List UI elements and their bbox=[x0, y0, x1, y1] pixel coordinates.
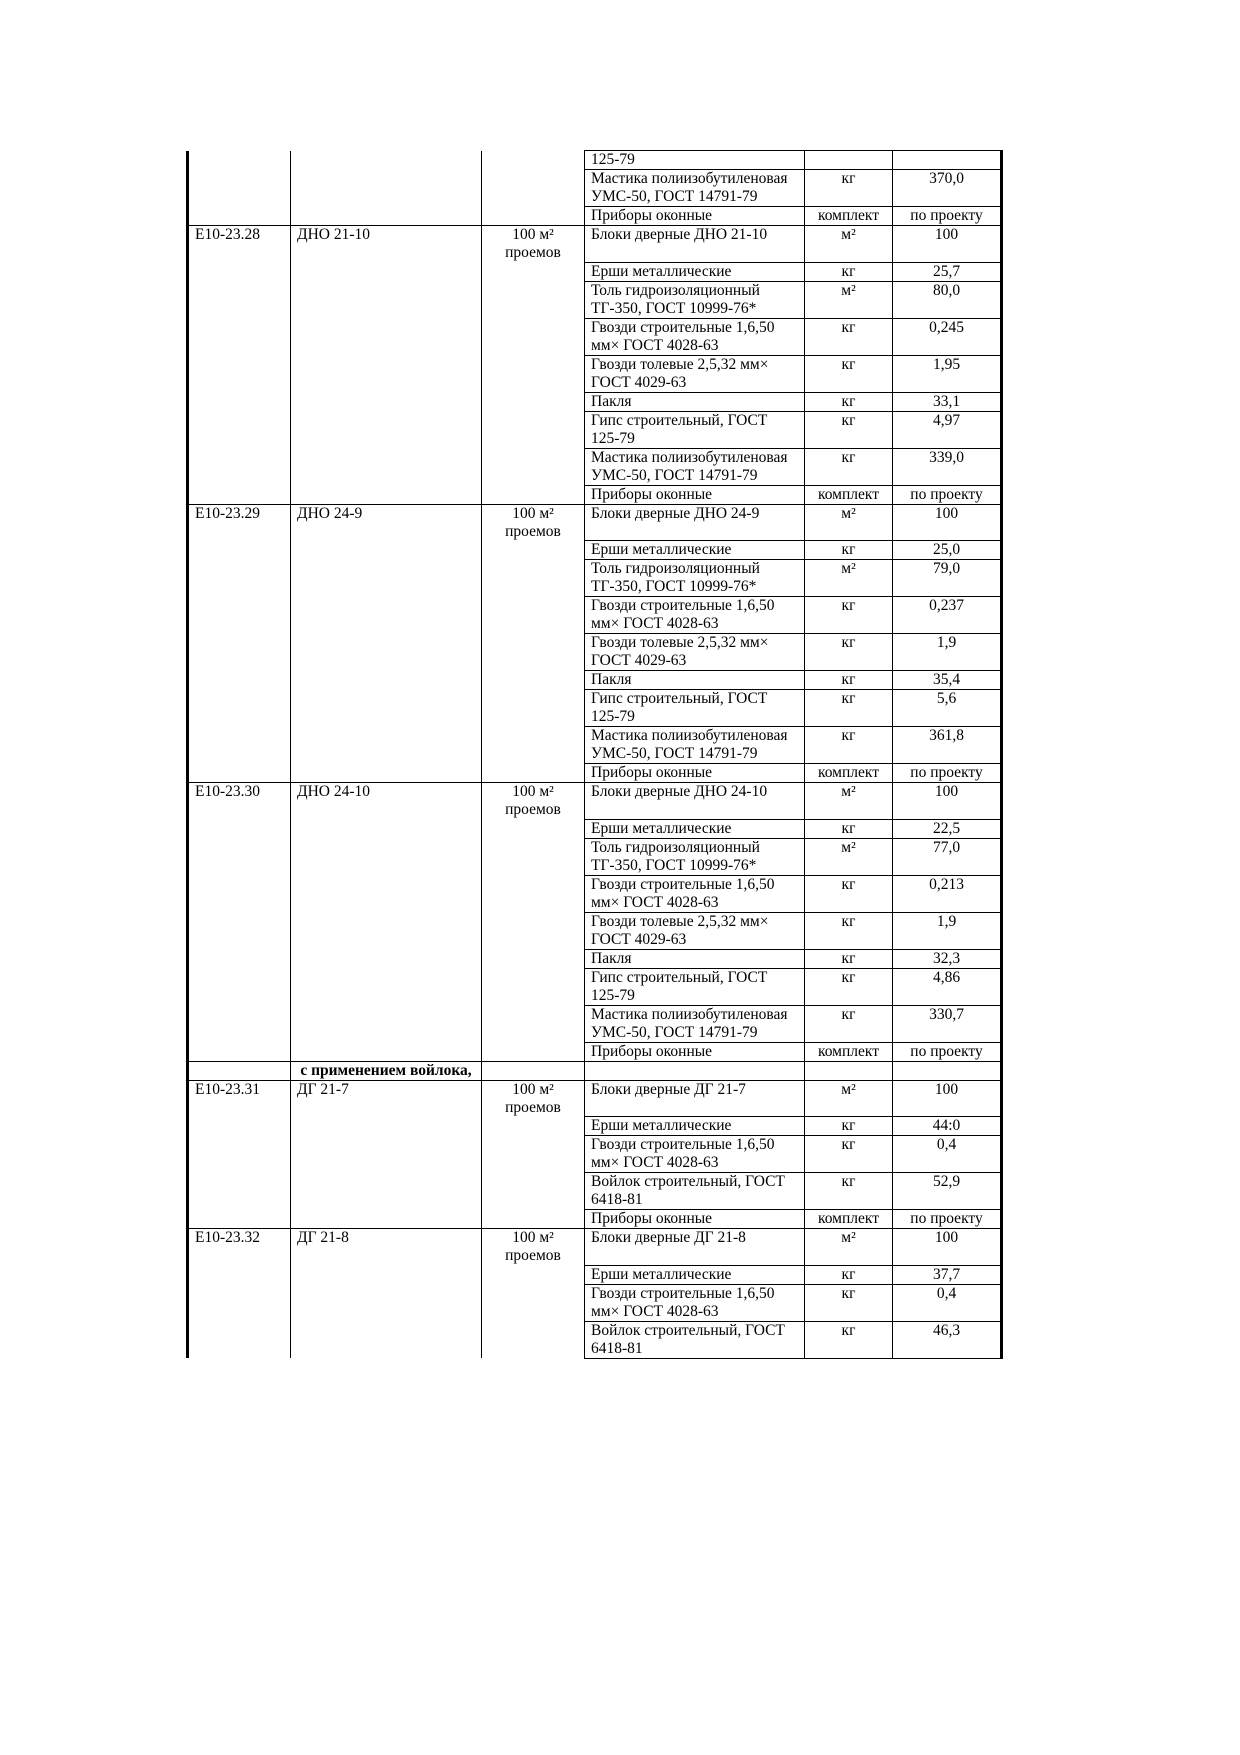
table-row bbox=[188, 541, 1002, 560]
resource-name-cell: Мастика полиизобутиленовая УМС-50, ГОСТ 14791-79 bbox=[585, 727, 805, 764]
table-row bbox=[188, 968, 1002, 1005]
resource-qty-cell: по проекту bbox=[893, 1210, 1002, 1229]
unit-meter-cell bbox=[482, 690, 585, 727]
resource-qty-cell: 77,0 bbox=[893, 838, 1002, 875]
resource-unit-cell: кг bbox=[805, 819, 893, 838]
door-type-cell: ДНО 21-10 bbox=[291, 226, 482, 263]
resource-qty-cell: по проекту bbox=[893, 207, 1002, 226]
door-type-cell bbox=[291, 151, 482, 170]
door-type-cell bbox=[291, 392, 482, 411]
door-type-cell bbox=[291, 448, 482, 485]
resource-name-cell: Гвозди толевые 2,5,32 мм× ГОСТ 4029-63 bbox=[585, 912, 805, 949]
norm-code-cell bbox=[188, 355, 291, 392]
resource-qty-cell: 25,7 bbox=[893, 262, 1002, 281]
resource-qty-cell: 339,0 bbox=[893, 448, 1002, 485]
norm-code-cell bbox=[188, 170, 291, 207]
resource-unit-cell: кг bbox=[805, 1284, 893, 1321]
door-type-cell bbox=[291, 1321, 482, 1358]
resource-qty-cell: 80,0 bbox=[893, 281, 1002, 318]
resource-unit-cell: комплект bbox=[805, 207, 893, 226]
table-row bbox=[188, 392, 1002, 411]
table-row bbox=[188, 875, 1002, 912]
resource-name-cell: Гвозди строительные 1,6,50 мм× ГОСТ 4028-63 bbox=[585, 318, 805, 355]
unit-meter-cell bbox=[482, 485, 585, 504]
table-row bbox=[188, 1321, 1002, 1358]
resource-unit-cell: кг bbox=[805, 448, 893, 485]
table-row bbox=[188, 597, 1002, 634]
unit-meter-cell bbox=[482, 281, 585, 318]
resource-qty-cell: 52,9 bbox=[893, 1173, 1002, 1210]
norm-code-cell bbox=[188, 1210, 291, 1229]
resource-qty-cell: 44:0 bbox=[893, 1117, 1002, 1136]
door-type-cell bbox=[291, 1284, 482, 1321]
unit-meter-cell bbox=[482, 411, 585, 448]
norm-code-cell bbox=[188, 764, 291, 783]
unit-meter-cell bbox=[482, 875, 585, 912]
resource-qty-cell: 1,95 bbox=[893, 355, 1002, 392]
resource-name-cell: Войлок строительный, ГОСТ 6418-81 bbox=[585, 1173, 805, 1210]
table-row bbox=[188, 1265, 1002, 1284]
door-type-cell bbox=[291, 1173, 482, 1210]
door-type-cell bbox=[291, 634, 482, 671]
table-row bbox=[188, 690, 1002, 727]
resource-unit-cell: кг bbox=[805, 968, 893, 1005]
unit-meter-cell: 100 м² проемов bbox=[482, 1229, 585, 1266]
table-row bbox=[188, 262, 1002, 281]
resource-name-cell: Мастика полиизобутиленовая УМС-50, ГОСТ 14791-79 bbox=[585, 1005, 805, 1042]
door-type-cell bbox=[291, 560, 482, 597]
unit-meter-cell: 100 м² проемов bbox=[482, 1080, 585, 1117]
door-type-cell bbox=[291, 318, 482, 355]
door-type-cell bbox=[291, 1265, 482, 1284]
door-type-cell bbox=[291, 690, 482, 727]
table-row bbox=[188, 1210, 1002, 1229]
resource-qty-cell: 330,7 bbox=[893, 1005, 1002, 1042]
resource-unit-cell: комплект bbox=[805, 1210, 893, 1229]
unit-meter-cell bbox=[482, 838, 585, 875]
table-row bbox=[188, 560, 1002, 597]
resource-name-cell: Блоки дверные ДГ 21-8 bbox=[585, 1229, 805, 1266]
resource-unit-cell: кг bbox=[805, 1136, 893, 1173]
door-type-cell bbox=[291, 170, 482, 207]
resource-name-cell: Толь гидроизоляционный ТГ-350, ГОСТ 10999-76* bbox=[585, 838, 805, 875]
table-row bbox=[188, 1042, 1002, 1061]
door-type-cell bbox=[291, 1042, 482, 1061]
resource-qty-cell: 4,86 bbox=[893, 968, 1002, 1005]
door-type-cell: ДГ 21-7 bbox=[291, 1080, 482, 1117]
unit-meter-cell bbox=[482, 671, 585, 690]
unit-meter-cell bbox=[482, 764, 585, 783]
unit-meter-cell bbox=[482, 1117, 585, 1136]
table-row bbox=[188, 764, 1002, 783]
door-type-cell bbox=[291, 355, 482, 392]
unit-meter-cell bbox=[482, 207, 585, 226]
resource-name-cell: Мастика полиизобутиленовая УМС-50, ГОСТ 14791-79 bbox=[585, 170, 805, 207]
resource-unit-cell: кг bbox=[805, 1005, 893, 1042]
unit-meter-cell bbox=[482, 541, 585, 560]
norm-code-cell bbox=[188, 262, 291, 281]
unit-meter-cell: 100 м² проемов bbox=[482, 783, 585, 820]
door-type-cell bbox=[291, 912, 482, 949]
norm-code-cell bbox=[188, 690, 291, 727]
door-type-cell bbox=[291, 597, 482, 634]
norm-code-cell bbox=[188, 1284, 291, 1321]
norm-code-cell: Е10-23.28 bbox=[188, 226, 291, 263]
resource-unit-cell: кг bbox=[805, 411, 893, 448]
resource-qty-cell: 5,6 bbox=[893, 690, 1002, 727]
door-type-cell bbox=[291, 671, 482, 690]
unit-meter-cell: 100 м² проемов bbox=[482, 226, 585, 263]
table-row bbox=[188, 838, 1002, 875]
resource-qty-cell: 37,7 bbox=[893, 1265, 1002, 1284]
resource-qty-cell: 0,237 bbox=[893, 597, 1002, 634]
resource-qty-cell: по проекту bbox=[893, 485, 1002, 504]
resource-qty-cell bbox=[893, 1061, 1002, 1080]
resource-unit-cell: м² bbox=[805, 504, 893, 541]
resource-name-cell: Приборы оконные bbox=[585, 207, 805, 226]
resource-unit-cell: м² bbox=[805, 281, 893, 318]
unit-meter-cell bbox=[482, 318, 585, 355]
resource-unit-cell bbox=[805, 151, 893, 170]
door-type-cell bbox=[291, 968, 482, 1005]
norm-code-cell bbox=[188, 1321, 291, 1358]
resource-unit-cell: м² bbox=[805, 226, 893, 263]
table-row bbox=[188, 634, 1002, 671]
norm-code-cell bbox=[188, 448, 291, 485]
norm-code-cell bbox=[188, 949, 291, 968]
resource-unit-cell: кг bbox=[805, 355, 893, 392]
norm-code-cell bbox=[188, 1265, 291, 1284]
norm-code-cell bbox=[188, 392, 291, 411]
table-row bbox=[188, 448, 1002, 485]
table-row bbox=[188, 819, 1002, 838]
resource-unit-cell: комплект bbox=[805, 1042, 893, 1061]
norm-code-cell bbox=[188, 875, 291, 912]
resource-name-cell: Гвозди толевые 2,5,32 мм× ГОСТ 4029-63 bbox=[585, 355, 805, 392]
table-row bbox=[188, 1080, 1002, 1117]
unit-meter-cell bbox=[482, 949, 585, 968]
unit-meter-cell bbox=[482, 355, 585, 392]
norm-code-cell bbox=[188, 318, 291, 355]
resource-name-cell: 125-79 bbox=[585, 151, 805, 170]
resource-unit-cell: м² bbox=[805, 1229, 893, 1266]
door-type-cell bbox=[291, 281, 482, 318]
resource-unit-cell: кг bbox=[805, 262, 893, 281]
table-row bbox=[188, 949, 1002, 968]
table-row bbox=[188, 783, 1002, 820]
norm-code-cell bbox=[188, 1005, 291, 1042]
resource-qty-cell: 35,4 bbox=[893, 671, 1002, 690]
resource-qty-cell: 1,9 bbox=[893, 912, 1002, 949]
door-type-cell bbox=[291, 411, 482, 448]
resource-qty-cell bbox=[893, 151, 1002, 170]
norm-code-cell: Е10-23.32 bbox=[188, 1229, 291, 1266]
door-type-cell bbox=[291, 207, 482, 226]
norm-code-cell bbox=[188, 912, 291, 949]
door-type-cell: ДНО 24-10 bbox=[291, 783, 482, 820]
norm-code-cell bbox=[188, 281, 291, 318]
resource-name-cell: Гвозди строительные 1,6,50 мм× ГОСТ 4028-63 bbox=[585, 1284, 805, 1321]
unit-meter-cell bbox=[482, 262, 585, 281]
norm-code-cell bbox=[188, 634, 291, 671]
unit-meter-cell bbox=[482, 1265, 585, 1284]
resource-name-cell: Приборы оконные bbox=[585, 1042, 805, 1061]
resource-qty-cell: 100 bbox=[893, 783, 1002, 820]
norm-code-cell bbox=[188, 597, 291, 634]
resource-name-cell: Гвозди строительные 1,6,50 мм× ГОСТ 4028-63 bbox=[585, 597, 805, 634]
unit-meter-cell bbox=[482, 448, 585, 485]
resource-unit-cell: кг bbox=[805, 1117, 893, 1136]
resource-qty-cell: 4,97 bbox=[893, 411, 1002, 448]
unit-meter-cell bbox=[482, 1173, 585, 1210]
unit-meter-cell bbox=[482, 1061, 585, 1080]
resource-name-cell: Мастика полиизобутиленовая УМС-50, ГОСТ 14791-79 bbox=[585, 448, 805, 485]
door-type-cell bbox=[291, 949, 482, 968]
norm-code-cell bbox=[188, 1117, 291, 1136]
unit-meter-cell bbox=[482, 968, 585, 1005]
table-row bbox=[188, 485, 1002, 504]
resource-unit-cell: кг bbox=[805, 1173, 893, 1210]
resource-name-cell: Гипс строительный, ГОСТ 125-79 bbox=[585, 968, 805, 1005]
table-row bbox=[188, 1284, 1002, 1321]
resource-name-cell: Ерши металлические bbox=[585, 262, 805, 281]
resource-qty-cell: 46,3 bbox=[893, 1321, 1002, 1358]
resource-qty-cell: 0,213 bbox=[893, 875, 1002, 912]
table-row bbox=[188, 151, 1002, 170]
resource-unit-cell bbox=[805, 1061, 893, 1080]
unit-meter-cell bbox=[482, 1321, 585, 1358]
resource-unit-cell: м² bbox=[805, 838, 893, 875]
unit-meter-cell bbox=[482, 151, 585, 170]
resource-qty-cell: по проекту bbox=[893, 1042, 1002, 1061]
unit-meter-cell bbox=[482, 560, 585, 597]
door-type-cell: ДГ 21-8 bbox=[291, 1229, 482, 1266]
resource-unit-cell: комплект bbox=[805, 764, 893, 783]
resource-name-cell: Гипс строительный, ГОСТ 125-79 bbox=[585, 690, 805, 727]
unit-meter-cell bbox=[482, 392, 585, 411]
door-type-cell bbox=[291, 764, 482, 783]
door-type-cell bbox=[291, 541, 482, 560]
table-row bbox=[188, 411, 1002, 448]
resource-unit-cell: кг bbox=[805, 1265, 893, 1284]
resource-name-cell: Войлок строительный, ГОСТ 6418-81 bbox=[585, 1321, 805, 1358]
resource-name-cell bbox=[585, 1061, 805, 1080]
unit-meter-cell: 100 м² проемов bbox=[482, 504, 585, 541]
table-row bbox=[188, 281, 1002, 318]
door-type-cell bbox=[291, 1005, 482, 1042]
resource-unit-cell: кг bbox=[805, 671, 893, 690]
resource-name-cell: Блоки дверные ДНО 24-9 bbox=[585, 504, 805, 541]
resource-unit-cell: кг bbox=[805, 170, 893, 207]
resource-qty-cell: 22,5 bbox=[893, 819, 1002, 838]
norm-code-cell bbox=[188, 1061, 291, 1080]
table-row bbox=[188, 170, 1002, 207]
norm-code-cell bbox=[188, 541, 291, 560]
norm-code-cell bbox=[188, 411, 291, 448]
norm-code-cell: Е10-23.31 bbox=[188, 1080, 291, 1117]
table-row bbox=[188, 226, 1002, 263]
table-row bbox=[188, 504, 1002, 541]
table-row bbox=[188, 1136, 1002, 1173]
table-row bbox=[188, 318, 1002, 355]
unit-meter-cell bbox=[482, 912, 585, 949]
door-type-cell: с применением войлока, bbox=[291, 1061, 482, 1080]
unit-meter-cell bbox=[482, 1136, 585, 1173]
door-type-cell bbox=[291, 1117, 482, 1136]
resource-name-cell: Гвозди строительные 1,6,50 мм× ГОСТ 4028-63 bbox=[585, 1136, 805, 1173]
resource-name-cell: Пакля bbox=[585, 949, 805, 968]
resource-qty-cell: 100 bbox=[893, 1229, 1002, 1266]
resource-unit-cell: комплект bbox=[805, 485, 893, 504]
resource-name-cell: Пакля bbox=[585, 671, 805, 690]
resource-qty-cell: 1,9 bbox=[893, 634, 1002, 671]
table-row bbox=[188, 207, 1002, 226]
door-type-cell bbox=[291, 1210, 482, 1229]
door-type-cell: ДНО 24-9 bbox=[291, 504, 482, 541]
resource-name-cell: Приборы оконные bbox=[585, 485, 805, 504]
norm-code-cell bbox=[188, 485, 291, 504]
resource-qty-cell: 0,4 bbox=[893, 1284, 1002, 1321]
resource-name-cell: Толь гидроизоляционный ТГ-350, ГОСТ 10999-76* bbox=[585, 281, 805, 318]
resource-name-cell: Блоки дверные ДНО 21-10 bbox=[585, 226, 805, 263]
resource-qty-cell: 0,4 bbox=[893, 1136, 1002, 1173]
resource-name-cell: Блоки дверные ДГ 21-7 bbox=[585, 1080, 805, 1117]
table-row bbox=[188, 355, 1002, 392]
table-row bbox=[188, 727, 1002, 764]
door-type-cell bbox=[291, 819, 482, 838]
resource-unit-cell: м² bbox=[805, 1080, 893, 1117]
norm-code-cell: Е10-23.29 bbox=[188, 504, 291, 541]
norm-code-cell bbox=[188, 838, 291, 875]
door-type-cell bbox=[291, 838, 482, 875]
resource-unit-cell: кг bbox=[805, 912, 893, 949]
resource-qty-cell: 100 bbox=[893, 226, 1002, 263]
norm-code-cell: Е10-23.30 bbox=[188, 783, 291, 820]
resource-unit-cell: кг bbox=[805, 1321, 893, 1358]
resource-qty-cell: 79,0 bbox=[893, 560, 1002, 597]
unit-meter-cell bbox=[482, 170, 585, 207]
norm-code-cell bbox=[188, 1136, 291, 1173]
table-row bbox=[188, 1005, 1002, 1042]
resource-qty-cell: 0,245 bbox=[893, 318, 1002, 355]
unit-meter-cell bbox=[482, 727, 585, 764]
norms-document bbox=[186, 150, 1000, 1359]
unit-meter-cell bbox=[482, 819, 585, 838]
resource-unit-cell: м² bbox=[805, 783, 893, 820]
unit-meter-cell bbox=[482, 634, 585, 671]
resource-name-cell: Ерши металлические bbox=[585, 541, 805, 560]
resource-unit-cell: кг bbox=[805, 392, 893, 411]
norm-code-cell bbox=[188, 819, 291, 838]
resource-name-cell: Блоки дверные ДНО 24-10 bbox=[585, 783, 805, 820]
table-row bbox=[188, 1229, 1002, 1266]
resource-unit-cell: кг bbox=[805, 875, 893, 912]
norm-code-cell bbox=[188, 560, 291, 597]
resource-qty-cell: по проекту bbox=[893, 764, 1002, 783]
norm-code-cell bbox=[188, 207, 291, 226]
table-row bbox=[188, 1173, 1002, 1210]
unit-meter-cell bbox=[482, 597, 585, 634]
door-type-cell bbox=[291, 727, 482, 764]
table-row bbox=[188, 1117, 1002, 1136]
unit-meter-cell bbox=[482, 1210, 585, 1229]
resource-name-cell: Ерши металлические bbox=[585, 819, 805, 838]
resource-name-cell: Ерши металлические bbox=[585, 1117, 805, 1136]
resource-name-cell: Ерши металлические bbox=[585, 1265, 805, 1284]
door-type-cell bbox=[291, 262, 482, 281]
resource-unit-cell: кг bbox=[805, 949, 893, 968]
resource-qty-cell: 25,0 bbox=[893, 541, 1002, 560]
norms-table bbox=[186, 150, 1003, 1359]
resource-unit-cell: кг bbox=[805, 634, 893, 671]
norm-code-cell bbox=[188, 968, 291, 1005]
norm-code-cell bbox=[188, 727, 291, 764]
norm-code-cell bbox=[188, 671, 291, 690]
resource-name-cell: Приборы оконные bbox=[585, 764, 805, 783]
resource-unit-cell: кг bbox=[805, 318, 893, 355]
resource-qty-cell: 32,3 bbox=[893, 949, 1002, 968]
resource-name-cell: Толь гидроизоляционный ТГ-350, ГОСТ 10999-76* bbox=[585, 560, 805, 597]
door-type-cell bbox=[291, 1136, 482, 1173]
resource-unit-cell: кг bbox=[805, 541, 893, 560]
norm-code-cell bbox=[188, 151, 291, 170]
resource-unit-cell: кг bbox=[805, 690, 893, 727]
unit-meter-cell bbox=[482, 1005, 585, 1042]
resource-name-cell: Гвозди толевые 2,5,32 мм× ГОСТ 4029-63 bbox=[585, 634, 805, 671]
door-type-cell bbox=[291, 875, 482, 912]
unit-meter-cell bbox=[482, 1284, 585, 1321]
resource-name-cell: Пакля bbox=[585, 392, 805, 411]
door-type-cell bbox=[291, 485, 482, 504]
resource-name-cell: Гвозди строительные 1,6,50 мм× ГОСТ 4028-63 bbox=[585, 875, 805, 912]
norm-code-cell bbox=[188, 1173, 291, 1210]
resource-name-cell: Гипс строительный, ГОСТ 125-79 bbox=[585, 411, 805, 448]
resource-unit-cell: кг bbox=[805, 727, 893, 764]
resource-qty-cell: 370,0 bbox=[893, 170, 1002, 207]
resource-name-cell: Приборы оконные bbox=[585, 1210, 805, 1229]
resource-unit-cell: м² bbox=[805, 560, 893, 597]
resource-unit-cell: кг bbox=[805, 597, 893, 634]
section-heading-row bbox=[188, 1061, 1002, 1080]
unit-meter-cell bbox=[482, 1042, 585, 1061]
norms-table-body bbox=[188, 151, 1002, 1359]
table-row bbox=[188, 912, 1002, 949]
resource-qty-cell: 100 bbox=[893, 1080, 1002, 1117]
resource-qty-cell: 361,8 bbox=[893, 727, 1002, 764]
norm-code-cell bbox=[188, 1042, 291, 1061]
resource-qty-cell: 100 bbox=[893, 504, 1002, 541]
resource-qty-cell: 33,1 bbox=[893, 392, 1002, 411]
table-row bbox=[188, 671, 1002, 690]
